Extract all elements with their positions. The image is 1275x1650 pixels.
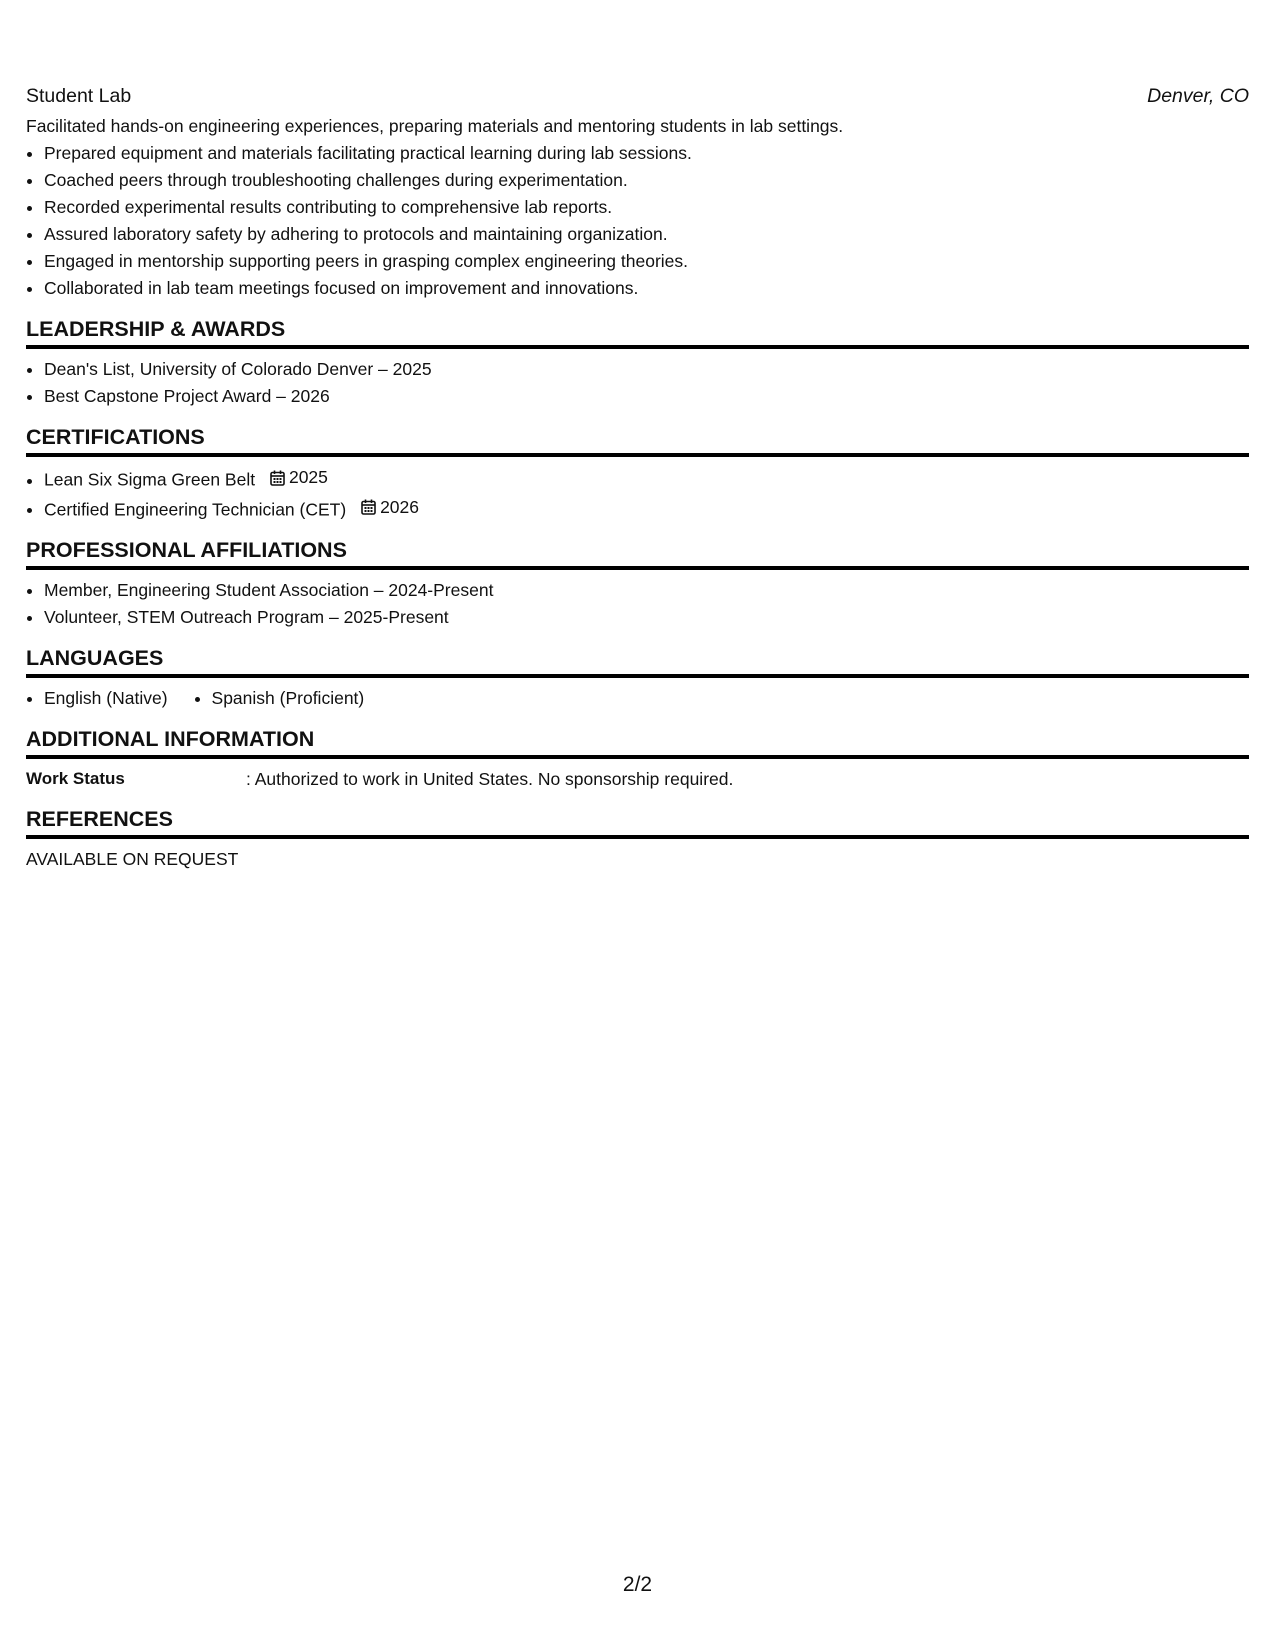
- certification-year: 2026: [380, 496, 419, 517]
- affiliations-list: [26, 577, 1249, 631]
- list-item: • Assured laboratory safety by adhering to protocols and maintaining organization.: [44, 221, 1249, 248]
- list-item: • Member, Engineering Student Association – 2024-Present: [44, 577, 1249, 604]
- certification-year: 2025: [288, 467, 328, 487]
- resume-page: [26, 82, 1249, 872]
- languages-list: [26, 685, 1249, 712]
- leadership-list: [26, 356, 1249, 410]
- experience-bullets: [26, 140, 1249, 302]
- section-title: ADDITIONAL INFORMATION: [26, 725, 1249, 759]
- work-status-row: [26, 766, 1249, 792]
- certification-name: Certified Engineering Technician (CET): [44, 499, 347, 519]
- certification-name: Lean Six Sigma Green Belt: [44, 469, 256, 490]
- work-status-value: : Authorized to work in United States. No sponsorship required.: [246, 769, 734, 789]
- list-item: • Best Capstone Project Award – 2026: [44, 383, 1249, 410]
- list-item: • Recorded experimental results contributing to comprehensive lab reports.: [44, 194, 1249, 221]
- section-title: PROFESSIONAL AFFILIATIONS: [26, 536, 1249, 570]
- references-text: AVAILABLE ON REQUEST: [26, 849, 239, 869]
- section-title: CERTIFICATIONS: [26, 423, 1249, 457]
- section-title: LEADERSHIP & AWARDS: [26, 315, 1249, 349]
- leadership-section: [26, 315, 1249, 410]
- list-item: • Dean's List, University of Colorado Denver – 2025: [44, 356, 1249, 383]
- list-item: • Engaged in mentorship supporting peers in grasping complex engineering theories.: [44, 248, 1249, 275]
- list-item: Spanish (Proficient): [211, 688, 365, 708]
- calendar-icon: [361, 499, 376, 515]
- work-status-label: Work Status: [26, 769, 125, 788]
- list-item: [44, 464, 1249, 494]
- certifications-section: [26, 423, 1249, 523]
- page-number: 2/2: [622, 1573, 653, 1596]
- experience-summary: Facilitated hands-on engineering experiences, preparing materials and mentoring students in lab settings.: [26, 116, 844, 136]
- calendar-icon: [270, 470, 285, 486]
- list-item: English (Native): [44, 688, 168, 708]
- experience-location: Denver, CO: [1147, 85, 1249, 107]
- section-title: REFERENCES: [26, 805, 1249, 839]
- certifications-list: [26, 464, 1249, 523]
- list-item: • Coached peers through troubleshooting challenges during experimentation.: [44, 167, 1249, 194]
- experience-org: Student Lab: [26, 85, 132, 107]
- list-item: • Collaborated in lab team meetings focused on improvement and innovations.: [44, 275, 1249, 302]
- list-item: • Volunteer, STEM Outreach Program – 2025-Present: [44, 604, 1249, 631]
- list-item: [44, 494, 1249, 524]
- references-section: [26, 805, 1249, 872]
- certification-date: [361, 494, 419, 521]
- affiliations-section: [26, 536, 1249, 631]
- certification-date: [270, 464, 328, 491]
- section-title: LANGUAGES: [26, 644, 1249, 678]
- experience-entry: [26, 82, 1249, 302]
- experience-header: [26, 82, 1249, 110]
- list-item: • Prepared equipment and materials facilitating practical learning during lab sessions.: [44, 140, 1249, 167]
- additional-section: [26, 725, 1249, 792]
- languages-section: [26, 644, 1249, 712]
